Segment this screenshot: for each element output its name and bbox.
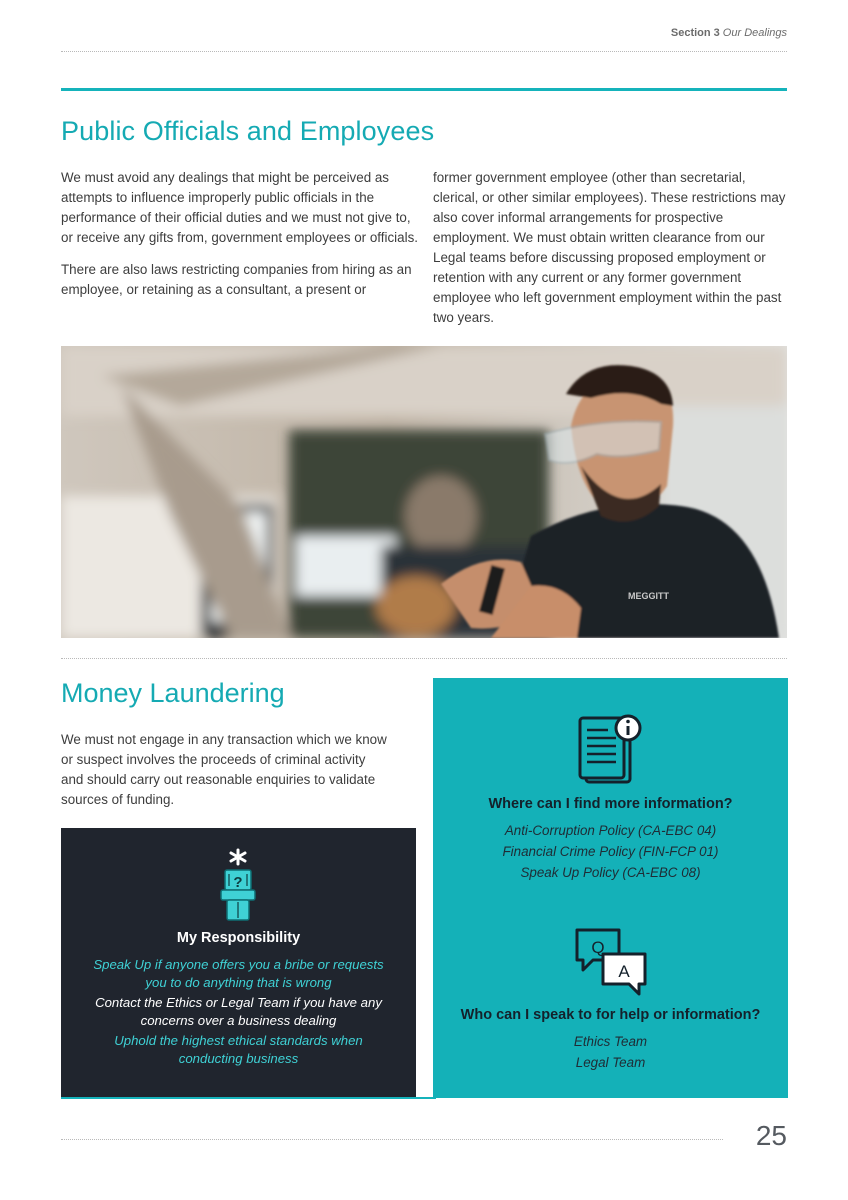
header-divider xyxy=(61,51,787,52)
responsibility-line-1: Speak Up if anyone offers you a bribe or requests you to do anything that is wrong xyxy=(93,957,384,990)
money-laundering-text: We must not engage in any transaction which we know or suspect involves the proceeds of criminal activity and should carry out reasonable enquiries to validate sources of funding. xyxy=(61,732,387,807)
public-officials-title: Public Officials and Employees xyxy=(61,116,435,146)
page-number: 25 xyxy=(755,1120,787,1151)
left-column xyxy=(61,168,421,312)
more-info-question: Where can I find more information? xyxy=(488,796,733,812)
speak-to-list xyxy=(433,1031,788,1073)
question-answer-icon xyxy=(573,926,649,998)
responsibility-title: My Responsibility xyxy=(176,930,301,946)
responsibility-line-3: Uphold the highest ethical standards when conducting business xyxy=(114,1033,363,1066)
section-header xyxy=(671,27,787,39)
contact-team: Ethics Team xyxy=(573,1034,648,1049)
more-info-list xyxy=(433,820,788,883)
public-officials-para-2: There are also laws restricting companies from hiring as an employee, or retaining as a consultant, a present or xyxy=(61,262,412,297)
engineer-photo xyxy=(61,346,787,638)
document-info-icon xyxy=(576,714,646,786)
responsibility-list xyxy=(81,956,396,1070)
information-panel xyxy=(433,678,788,1098)
shirt-logo: MEGGITT xyxy=(628,591,669,601)
bottom-accent-rule xyxy=(61,1097,436,1099)
responsibility-panel xyxy=(61,828,416,1098)
q-letter: Q xyxy=(591,938,605,957)
speak-to-question: Who can I speak to for help or information? xyxy=(460,1007,761,1023)
policy-link[interactable]: Anti-Corruption Policy (CA-EBC 04) xyxy=(504,823,717,838)
photo-divider xyxy=(61,658,787,659)
footer-divider xyxy=(61,1139,723,1140)
public-officials-para-3: former government employee (other than secretarial, clerical, or other similar employees). These restrictions may also cover informal arrangements for prospective employment. We must obtain written clearance from our Legal teams before discussing proposed employment or retention with any current or any former government employee who left government employment within the past two years. xyxy=(433,170,786,325)
right-column xyxy=(433,168,788,340)
policy-link[interactable]: Speak Up Policy (CA-EBC 08) xyxy=(520,865,701,880)
policy-link[interactable]: Financial Crime Policy (FIN-FCP 01) xyxy=(502,844,719,859)
section-label: Section 3 xyxy=(670,27,720,39)
responsibility-line-2: Contact the Ethics or Legal Team if you have any concerns over a business dealing xyxy=(95,995,382,1028)
section-name: Our Dealings xyxy=(722,27,787,39)
a-letter: A xyxy=(618,962,630,981)
public-officials-para-1: We must avoid any dealings that might be perceived as attempts to influence improperly public officials in the performance of their official duties and we must not give to, or receive any gifts from, government employees or officials. xyxy=(61,170,418,245)
money-laundering-title: Money Laundering xyxy=(61,678,285,708)
contact-team: Legal Team xyxy=(575,1055,646,1070)
svg-text:?: ? xyxy=(233,874,243,891)
person-question-icon xyxy=(213,848,263,922)
accent-rule xyxy=(61,88,787,91)
